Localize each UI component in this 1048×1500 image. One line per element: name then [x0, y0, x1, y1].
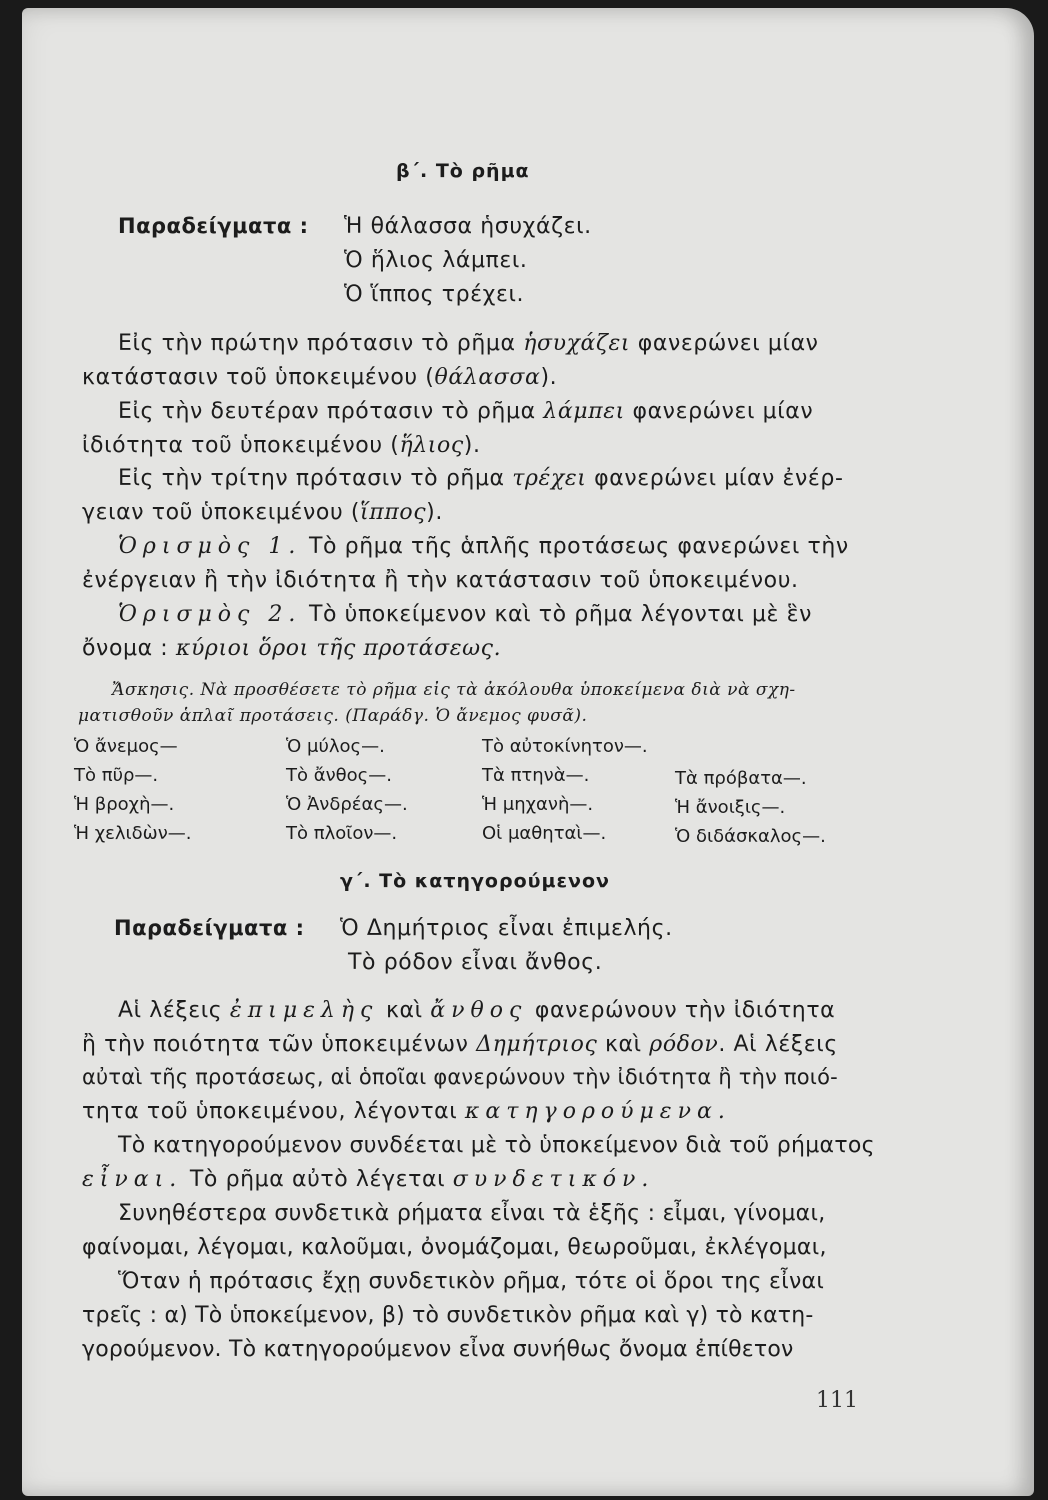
exercise-cell: Τὸ πλοῖον—. — [286, 823, 398, 844]
b-p1-line1: Εἰς τὴν πρώτην πρότασιν τὸ ρῆμα ἡσυχάζει φανερώνει μίαν — [118, 331, 819, 356]
definition-2-line1: Ὁρισμὸς 2. Τὸ ὑποκείμενον καὶ τὸ ρῆμα λέγονται μὲ ἓν — [118, 602, 813, 627]
c-p1-line2: ἢ τὴν ποιότητα τῶν ὑποκειμένων Δημήτριος καὶ ρόδον. Αἱ λέξεις — [82, 1032, 838, 1057]
section-c-examples-label: Παραδείγματα : — [114, 916, 305, 940]
b-p2-line1: Εἰς τὴν δευτέραν πρότασιν τὸ ρῆμα λάμπει φανερώνει μίαν — [118, 399, 814, 424]
exercise-cell: Τὸ αὐτοκίνητον—. — [482, 736, 648, 757]
exercise-cell: Ἡ μηχανὴ—. — [482, 794, 594, 815]
exercise-cell: Οἱ μαθηταὶ—. — [482, 823, 607, 844]
exercise-line2: ματισθοῦν ἁπλαῖ προτάσεις. (Παράδγ. Ὁ ἄνεμος φυσᾶ). — [78, 706, 588, 726]
c-p3-line1: Συνηθέστερα συνδετικὰ ρήματα εἶναι τὰ ἑξῆς : εἶμαι, γίνομαι, — [118, 1201, 826, 1226]
c-p4-line1: Ὅταν ἡ πρότασις ἔχῃ συνδετικὸν ρῆμα, τότε οἱ ὅροι της εἶναι — [118, 1269, 825, 1294]
exercise-cell: Ὁ διδάσκαλος—. — [675, 826, 826, 847]
page-number: 111 — [816, 1388, 858, 1413]
c-p3-line2: φαίνομαι, λέγομαι, καλοῦμαι, ὀνομάζομαι, θεωροῦμαι, ἐκλέγομαι, — [82, 1235, 827, 1260]
definition-1-line1: Ὁρισμὸς 1. Τὸ ρῆμα τῆς ἁπλῆς προτάσεως φανερώνει τὴν — [118, 534, 849, 559]
section-b-example-2: Ὁ ἥλιος λάμπει. — [344, 248, 528, 273]
exercise-cell: Ὁ ἄνεμος— — [74, 736, 178, 757]
c-p1-line1: Αἱ λέξεις ἐπιμελὴς καὶ ἄνθος φανερώνουν τὴν ἰδιότητα — [118, 998, 836, 1023]
section-c-title: γ΄. Τὸ κατηγορούμενον — [340, 870, 610, 892]
section-b-title: β΄. Τὸ ρῆμα — [396, 160, 530, 182]
exercise-cell: Ἡ βροχὴ—. — [74, 794, 175, 815]
section-c-example-1: Ὁ Δημήτριος εἶναι ἐπιμελής. — [340, 916, 673, 941]
exercise-cell: Ὁ Ἀνδρέας—. — [286, 794, 408, 815]
exercise-cell: Τὰ πτηνὰ—. — [482, 765, 590, 786]
book-page — [22, 8, 1034, 1496]
exercise-cell: Ἡ χελιδὼν—. — [74, 823, 192, 844]
c-p4-line2: τρεῖς : α) Τὸ ὑποκείμενον, β) τὸ συνδετικὸν ρῆμα καὶ γ) τὸ κατη- — [82, 1303, 814, 1328]
b-p3-line1: Εἰς τὴν τρίτην πρότασιν τὸ ρῆμα τρέχει φανερώνει μίαν ἐνέρ- — [118, 466, 844, 491]
c-p2-line2: εἶναι. Τὸ ρῆμα αὐτὸ λέγεται συνδετικόν. — [82, 1167, 655, 1192]
definition-2-line2: ὄνομα : κύριοι ὅροι τῆς προτάσεως. — [82, 636, 502, 661]
definition-1-line2: ἐνέργειαν ἢ τὴν ἰδιότητα ἢ τὴν κατάστασιν τοῦ ὑποκειμένου. — [82, 568, 799, 593]
definition-2-heading: Ὁρισμὸς 2. — [118, 602, 302, 627]
exercise-cell: Τὸ ἄνθος—. — [286, 765, 392, 786]
exercise-cell: Ὁ μύλος—. — [286, 736, 385, 757]
definition-1-heading: Ὁρισμὸς 1. — [118, 534, 302, 559]
b-p3-line2: γειαν τοῦ ὑποκειμένου (ἵππος). — [82, 500, 443, 525]
section-c-example-2: Τὸ ρόδον εἶναι ἄνθος. — [348, 950, 603, 975]
c-p2-line1: Τὸ κατηγορούμενον συνδέεται μὲ τὸ ὑποκείμενον διὰ τοῦ ρήματος — [118, 1133, 875, 1158]
exercise-cell: Τὸ πῦρ—. — [74, 765, 159, 786]
section-b-example-3: Ὁ ἵππος τρέχει. — [344, 282, 525, 307]
b-p2-line2: ἰδιότητα τοῦ ὑποκειμένου (ἥλιος). — [82, 433, 481, 458]
exercise-cell: Τὰ πρόβατα—. — [675, 768, 807, 789]
c-p1-line4: τητα τοῦ ὑποκειμένου, λέγονται κατηγορούμενα. — [82, 1099, 731, 1124]
b-p1-line2: κατάστασιν τοῦ ὑποκειμένου (θάλασσα). — [82, 365, 558, 390]
section-b-example-1: Ἡ θάλασσα ἡσυχάζει. — [344, 214, 592, 239]
exercise-line1: Ἄσκησις. Νὰ προσθέσετε τὸ ρῆμα εἰς τὰ ἀκόλουθα ὑποκείμενα διὰ νὰ σχη- — [112, 680, 796, 700]
c-p4-line3: γορούμενον. Τὸ κατηγορούμενον εἶνα συνήθως ὄνομα ἐπίθετον — [82, 1337, 794, 1362]
section-b-examples-label: Παραδείγματα : — [118, 214, 309, 238]
c-p1-line3: αὐταὶ τῆς προτάσεως, αἱ ὁποῖαι φανερώνουν τὴν ἰδιότητα ἢ τὴν ποιό- — [82, 1065, 838, 1089]
exercise-cell: Ἡ ἄνοιξις—. — [675, 797, 786, 818]
